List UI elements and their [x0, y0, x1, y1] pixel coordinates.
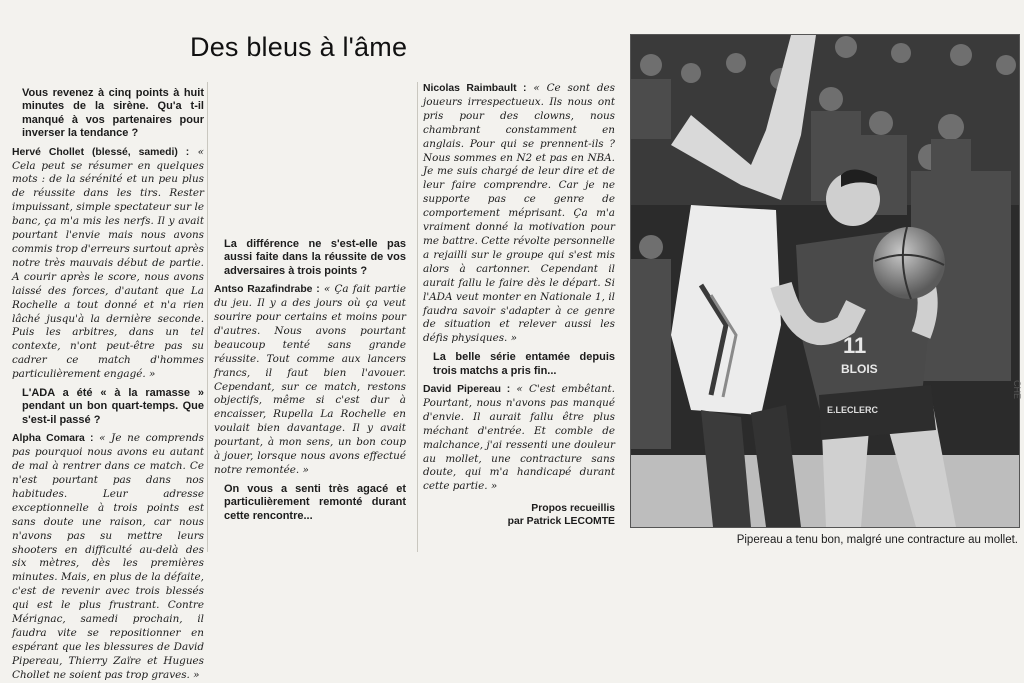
- answer-text: « Cela peut se résumer en quelques mots : de la sérénité et un peu plus de réussite dans les tirs. Rester impuissant, simple spectateur sur le banc, ça m'a mis les nerfs. Il y avait pourtant l'envie mais nous avons commis trop d'erreurs surtout après notre très mauvais début de partie. A courir après le score, nous avons laissé des forces, d'autant que La Rochelle a tout donné et n'a rien lâché jusqu'à la dernière seconde. Puis les arbitres, dans un tel contexte, n'ont peut-être pas su cadrer ce match d'hommes particulièrement engagé. »: [12, 145, 205, 381]
- interview-question-2: L'ADA a été « à la ramasse » pendant un bon quart-temps. Que s'est-il passé ?: [22, 387, 204, 426]
- article-column-3: [423, 82, 615, 528]
- speaker-name: Nicolas Raimbault :: [423, 83, 527, 94]
- interview-answer-4: [423, 82, 615, 346]
- column-rule: [207, 82, 208, 552]
- speaker-name: Antso Razafindrabe :: [214, 284, 320, 296]
- speaker-name: Alpha Comara :: [12, 433, 94, 445]
- byline-line-2: par Patrick LECOMTE: [507, 516, 615, 528]
- photo-illustration: [631, 35, 1019, 527]
- interview-answer-1: [12, 146, 204, 382]
- article-title: Des bleus à l'âme: [190, 32, 408, 62]
- article-column-1: [12, 82, 205, 681]
- answer-text: « Je ne comprends pas pourquoi nous avons eu autant de mal à rentrer dans ce match. Ce n'est pourtant pas dans nos habitudes. Leur adresse exceptionnelle à trois points est sans doute une raison, car nous n'avons pas su mettre leurs shooters en difficulté au-delà des six mètres, dès les premières minutes. Mais, en plus de la défaite, c'est de revenir avec trois blessés qui est le plus frustrant. Contre Mérignac, samedi prochain, il faudra vite se repositionner en espérant que les blessures de David Pipereau, Thierry Zaïre et Hugues Chollet ne soient pas trop graves. »: [12, 432, 204, 681]
- basketball-photo: [630, 34, 1020, 528]
- interview-answer-2: [12, 432, 204, 681]
- article-column-2: [214, 82, 406, 528]
- byline: [423, 502, 615, 528]
- column-rule: [417, 82, 418, 552]
- interview-answer-5: [423, 383, 615, 494]
- page-edge-text: CHE: [1012, 380, 1022, 400]
- answer-text: « C'est embêtant. Pourtant, nous n'avons pas manqué d'envie. Il aurait fallu être plus méchant d'entrée. Et comble de malchance, j'ai ressenti une douleur au mollet, une contracture sans doute, qui m'a handicapé durant cette partie. »: [423, 383, 615, 493]
- interview-question-4: On vous a senti très agacé et particulièrement remonté durant cette rencontre...: [224, 482, 406, 522]
- jersey-text: BLOIS: [841, 362, 878, 376]
- interview-question-1: Vous revenez à cinq points à huit minutes de la sirène. Qu'a t-il manqué à vos partenaires pour inverser la tendance ?: [22, 87, 204, 140]
- interview-question-5: La belle série entamée depuis trois matchs a pris fin...: [433, 351, 615, 377]
- interview-answer-3: [214, 283, 406, 478]
- byline-line-1: Propos recueillis: [531, 503, 615, 515]
- speaker-name: David Pipereau :: [423, 384, 511, 396]
- answer-text: « Ça fait partie du jeu. Il y a des jours où ça veut sourire pour certains et moins pour d'autres. Nous avons pourtant beaucoup tenté sans grande réussite. Tout comme aux lancers francs, il faut bien l'avouer. Cependant, sur ce match, restons objectifs, même si c'est dur à encaisser, Rupella La Rochelle en voulait bien davantage. Il y avait pourtant, à mon sens, un bon coup à jouer, lorsque nous avons effectué notre remontée. »: [214, 283, 406, 476]
- speaker-name: Hervé Chollet (blessé, samedi) :: [12, 146, 190, 158]
- jersey-number: 11: [843, 333, 867, 358]
- interview-question-3: La différence ne s'est-elle pas aussi faite dans la réussite de vos adversaires à trois points ?: [224, 238, 406, 277]
- photo-caption: Pipereau a tenu bon, malgré une contracture au mollet.: [736, 534, 1018, 546]
- jersey-sponsor: E.LECLERC: [827, 405, 879, 415]
- answer-text: « Ce sont des joueurs irrespectueux. Ils nous ont pris pour des clowns, nous chambrant constamment en anglais. Pour qui se prennent-ils ? Nous sommes en N2 et pas en NBA. Je me suis chargé de leur dire et de leur faire comprendre. Car je ne supporte pas ce genre de comportement méprisant. Ça m'a vraiment donné la motivation pour me battre. Cette révolte personnelle a rejailli sur le groupe qui s'est mis alors à cartonner. Cependant il aurait fallu le faire dès le départ. Si l'ADA veut monter en Nationale 1, il faudra savoir s'adapter à ce genre de situation et relever aussi les défis physiques. »: [423, 82, 616, 345]
